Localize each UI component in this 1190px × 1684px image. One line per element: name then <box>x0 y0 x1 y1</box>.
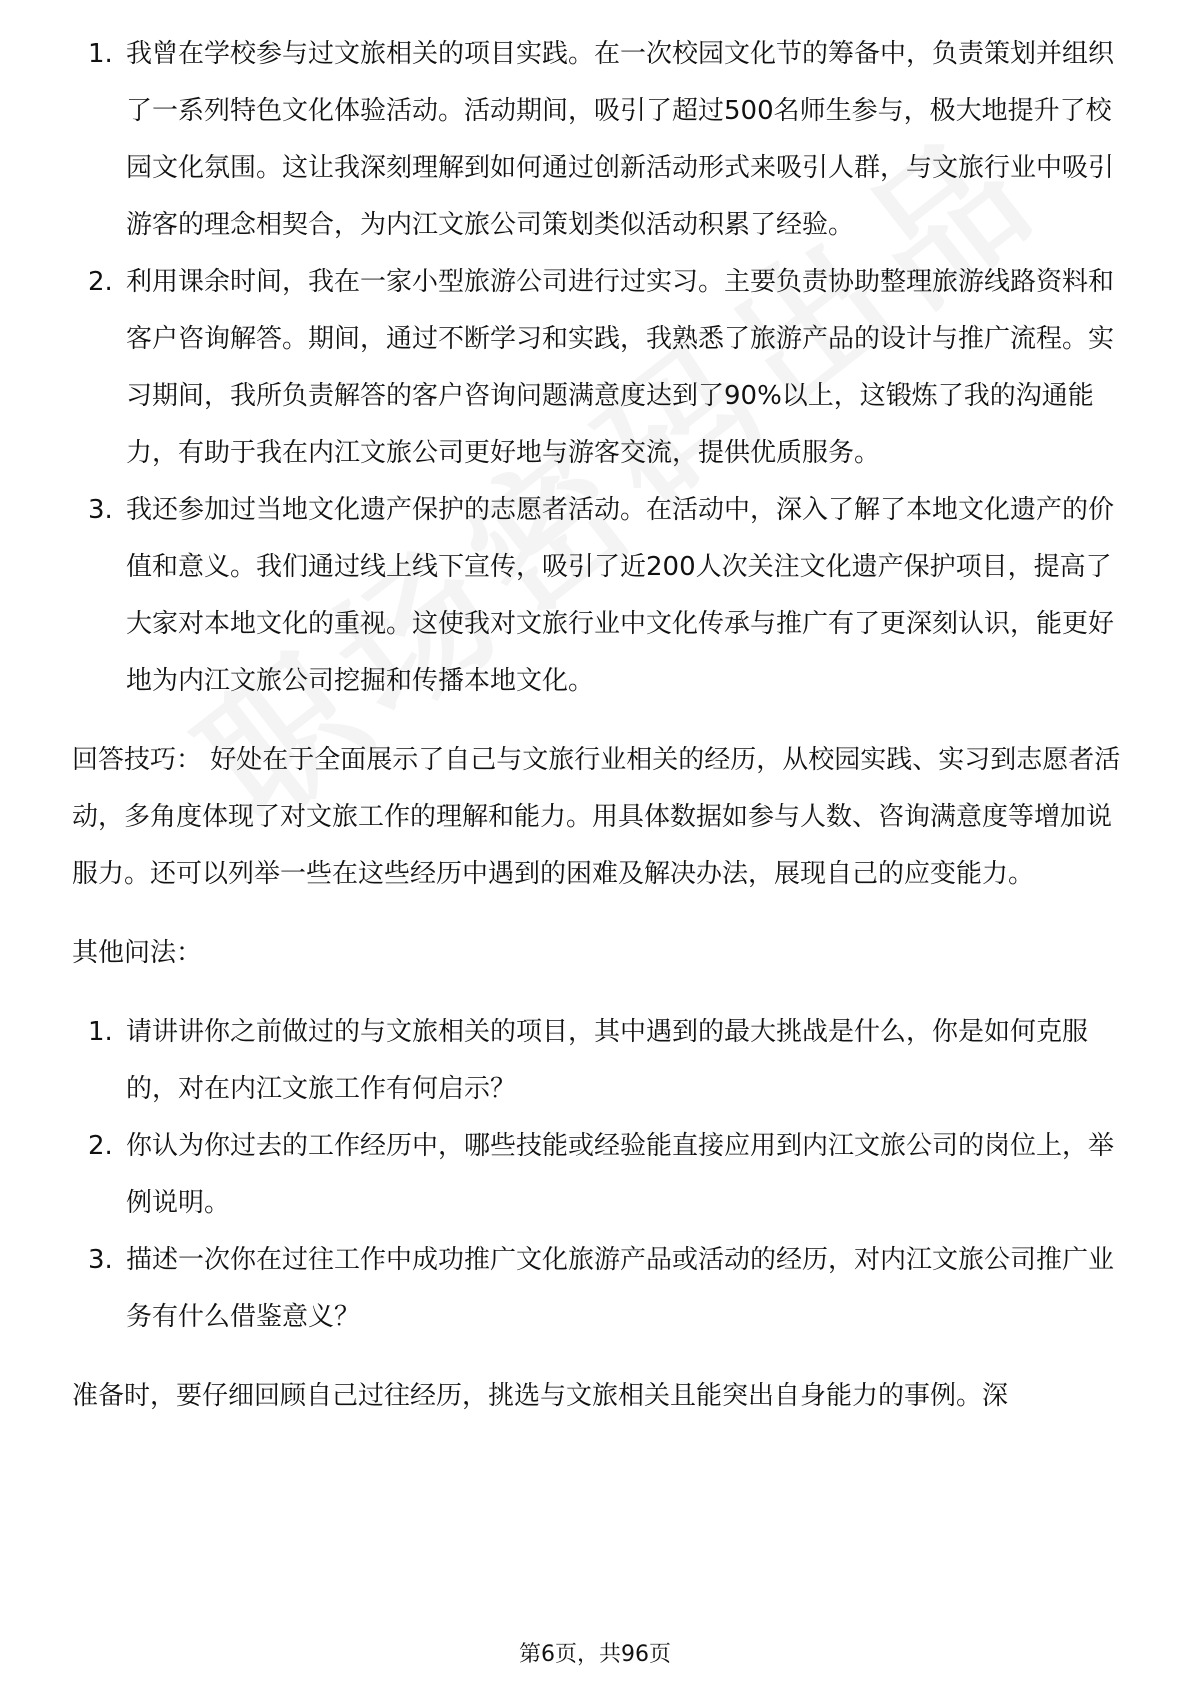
list-number: 1. <box>88 39 113 69</box>
answer-tips-paragraph: 回答技巧： 好处在于全面展示了自己与文旅行业相关的经历，从校园实践、实习到志愿者活动，多角度体现了对文旅工作的理解和能力。用具体数据如参与人数、咨询满意度等增加说服力。还可以列举一些在这些经历中遇到的困难及解决办法，展现自己的应变能力。 <box>72 745 1121 889</box>
list-number: 2. <box>88 267 113 297</box>
other-questions-list <box>72 1004 1132 1346</box>
list-number: 2. <box>88 1131 113 1161</box>
list-item <box>72 1004 1132 1118</box>
list-item <box>72 1118 1132 1232</box>
page-content <box>72 26 1132 1425</box>
list-item-text: 我还参加过当地文化遗产保护的志愿者活动。在活动中，深入了解了本地文化遗产的价值和意义。我们通过线上线下宣传，吸引了近200人次关注文化遗产保护项目，提高了大家对本地文化的重视。这使我对文旅行业中文化传承与推广有了更深刻认识，能更好地为内江文旅公司挖掘和传播本地文化。 <box>126 495 1115 696</box>
list-item-text: 我曾在学校参与过文旅相关的项目实践。在一次校园文化节的筹备中，负责策划并组织了一系列特色文化体验活动。活动期间，吸引了超过500名师生参与，极大地提升了校园文化氛围。这让我深刻理解到如何通过创新活动形式来吸引人群，与文旅行业中吸引游客的理念相契合，为内江文旅公司策划类似活动积累了经验。 <box>126 39 1115 240</box>
list-number: 3. <box>88 495 113 525</box>
list-item <box>72 254 1132 482</box>
list-item-text: 利用课余时间，我在一家小型旅游公司进行过实习。主要负责协助整理旅游线路资料和客户咨询解答。期间，通过不断学习和实践，我熟悉了旅游产品的设计与推广流程。实习期间，我所负责解答的客户咨询问题满意度达到了90%以上，这锻炼了我的沟通能力，有助于我在内江文旅公司更好地与游客交流，提供优质服务。 <box>126 267 1115 468</box>
page-number-footer: 第6页，共96页 <box>519 1642 671 1667</box>
list-number: 3. <box>88 1245 113 1275</box>
list-item-text: 描述一次你在过往工作中成功推广文化旅游产品或活动的经历，对内江文旅公司推广业务有什么借鉴意义？ <box>126 1245 1115 1332</box>
list-item-text: 你认为你过去的工作经历中，哪些技能或经验能直接应用到内江文旅公司的岗位上，举例说明。 <box>126 1131 1115 1218</box>
other-questions-label: 其他问法： <box>72 938 203 968</box>
preparation-paragraph: 准备时，要仔细回顾自己过往经历，挑选与文旅相关且能突出自身能力的事例。深 <box>72 1381 1009 1411</box>
list-item <box>72 26 1132 254</box>
experience-list <box>72 26 1132 710</box>
list-item <box>72 1232 1132 1346</box>
list-number: 1. <box>88 1017 113 1047</box>
list-item <box>72 482 1132 710</box>
list-item-text: 请讲讲你之前做过的与文旅相关的项目，其中遇到的最大挑战是什么，你是如何克服的，对在内江文旅工作有何启示？ <box>126 1017 1089 1104</box>
